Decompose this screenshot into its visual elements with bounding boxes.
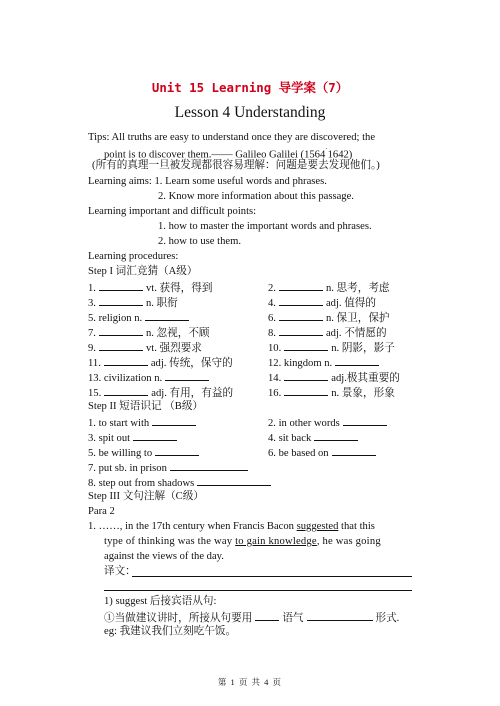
important-point-1: 1. how to master the important words and phrases. [158,221,372,232]
answer-blank[interactable] [133,430,177,441]
answer-blank[interactable] [99,280,143,291]
answer-blank[interactable] [314,430,358,441]
example-sentence: eg: 我建议我们立刻吃午饭。 [104,626,237,637]
answer-blank[interactable] [99,340,143,351]
vocab-item: 11. adj. 传统，保守的 [88,355,233,370]
answer-blank[interactable] [279,280,323,291]
tips-line-2: point is to discover them.—— Galileo Galilei (1564`1642) [104,147,353,161]
answer-blank[interactable] [197,475,271,486]
answer-blank[interactable] [155,445,199,456]
phrase-item: 5. be willing to [88,445,202,460]
tips-translation: (所有的真理一旦被发现都很容易理解：问题是要去发现他们。) [92,160,380,171]
vocab-item: 2. n. 思考，考虑 [268,280,390,295]
phrase-item: 2. in other words [268,415,390,430]
phrase-item: 8. step out from shadows [88,475,274,490]
paragraph-label: Para 2 [88,506,115,517]
sentence-line-2: type of thinking was the way to gain knowledge, he was going [104,536,381,547]
answer-blank[interactable] [152,415,196,426]
vocab-item: 14. adj.极其重要的 [268,370,400,385]
vocab-item: 6. n. 保卫，保护 [268,310,390,325]
answer-blank[interactable] [284,370,328,381]
vocab-item: 9. vt. 强烈要求 [88,340,202,355]
translation-blank[interactable] [132,576,412,577]
vocab-item: 15. adj. 有用，有益的 [88,385,233,400]
aim-2: 2. Know more information about this passage. [158,191,354,202]
answer-blank[interactable] [279,295,323,306]
vocab-item: 7. n. 忽视，不顾 [88,325,210,340]
tips-line-1: Tips: All truths are easy to understand once they are discovered; the [88,132,376,143]
phrase-item: 4. sit back [268,430,361,445]
vocab-item: 4. adj. 值得的 [268,295,376,310]
phrase-item: 7. put sb. in prison [88,460,251,475]
learning-aims: Learning aims: 1. Learn some useful words and phrases. [88,176,327,187]
step2-heading: Step II 短语识记 （B级） [88,401,204,412]
phrase-item: 3. spit out [88,430,180,445]
vocab-item: 3. n. 职衔 [88,295,178,310]
answer-blank[interactable] [99,295,143,306]
vocab-item: 10. n. 阴影，影子 [268,340,395,355]
important-points-label: Learning important and difficult points: [88,206,257,217]
answer-blank[interactable] [104,355,148,366]
phrase-item: 1. to start with [88,415,199,430]
grammar-rule: ①当做建议讲时，所接从句要用 语气 形式. [104,610,399,625]
translation-blank[interactable] [104,590,412,591]
answer-blank[interactable] [165,370,209,381]
answer-blank[interactable] [99,325,143,336]
answer-blank[interactable] [343,415,387,426]
answer-blank[interactable] [279,310,323,321]
vocab-item: 1. vt. 获得，得到 [88,280,212,295]
grammar-note: 1) suggest 后接宾语从句: [104,596,217,607]
answer-blank[interactable] [145,310,189,321]
step3-heading: Step III 文句注解（C级） [88,491,204,502]
answer-blank[interactable] [284,340,328,351]
answer-blank[interactable] [170,460,248,471]
important-point-2: 2. how to use them. [158,236,241,247]
answer-blank[interactable] [104,385,148,396]
answer-blank[interactable] [255,610,279,621]
answer-blank[interactable] [335,355,379,366]
answer-blank[interactable] [307,610,373,621]
sentence-line-1: 1. ……, in the 17th century when Francis Bacon suggested that this [88,521,375,532]
lesson-subtitle: Lesson 4 Understanding [174,104,326,121]
page-title: Unit 15 Learning 导学案（7） [151,80,349,95]
vocab-item: 8. adj. 不情愿的 [268,325,387,340]
answer-blank[interactable] [284,385,328,396]
phrase-item: 6. be based on [268,445,379,460]
answer-blank[interactable] [279,325,323,336]
vocab-item: 16. n. 景象，形象 [268,385,395,400]
vocab-item: 13. civilization n. [88,370,212,385]
sentence-line-3: against the views of the day. [104,551,224,562]
answer-blank[interactable] [332,445,376,456]
page-footer: 第 1 页 共 4 页 [217,677,283,687]
vocab-item: 12. kingdom n. [268,355,382,370]
translation-label: 译文： [104,566,136,577]
vocab-item: 5. religion n. [88,310,192,325]
procedures-label: Learning procedures: [88,251,179,262]
step1-heading: Step I 词汇竞猜（A级） [88,266,198,277]
